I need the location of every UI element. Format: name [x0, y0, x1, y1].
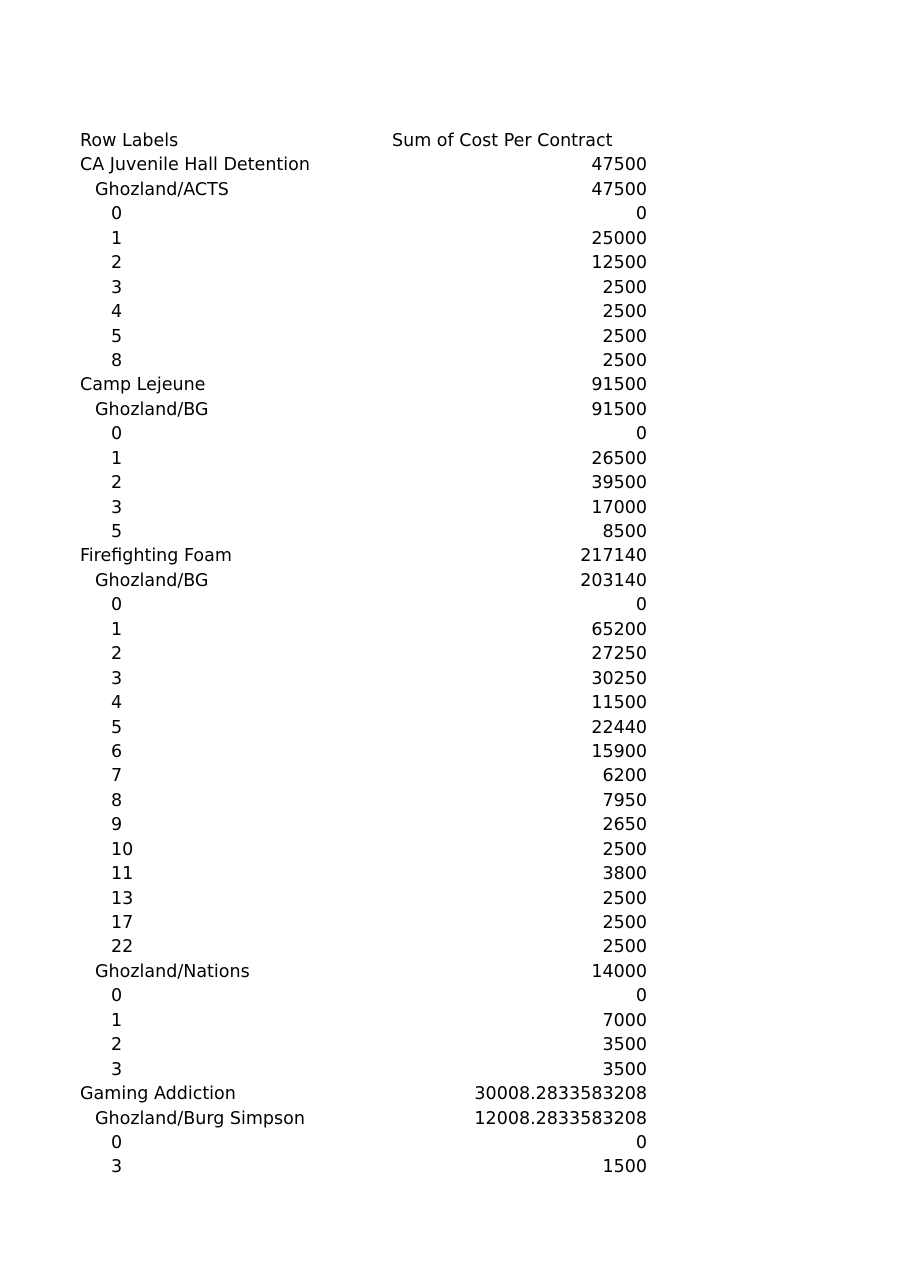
pivot-firm-row: [80, 398, 647, 422]
row-value: 47500: [591, 179, 647, 200]
row-value: 91500: [591, 375, 647, 396]
row-value: 25000: [591, 228, 647, 249]
row-value: 0: [635, 1132, 647, 1153]
row-value: 2500: [602, 302, 647, 323]
row-label: 1: [111, 619, 123, 640]
row-label: 17: [111, 913, 134, 933]
row-label: Ghozland/BG: [95, 399, 209, 420]
pivot-count-row: [80, 935, 647, 959]
row-value: 15900: [591, 741, 647, 762]
row-label: Gaming Addiction: [80, 1084, 236, 1105]
row-label: 5: [111, 717, 123, 738]
pivot-count-row: [80, 789, 647, 813]
row-value: 12008.2833583208: [474, 1108, 647, 1129]
row-label: 22: [111, 937, 134, 958]
row-label: 2: [111, 253, 123, 274]
row-value: 26500: [591, 448, 647, 469]
pivot-count-row: [80, 422, 647, 446]
row-label: 1: [111, 1010, 123, 1031]
row-value: 2500: [602, 350, 647, 371]
row-value: 30250: [591, 668, 647, 689]
pivot-count-row: [80, 691, 647, 715]
row-label: 1: [111, 448, 123, 469]
row-value: 0: [635, 424, 647, 445]
row-label: 8: [111, 790, 123, 811]
row-label: 3: [111, 497, 123, 518]
pivot-count-row: [80, 325, 647, 349]
row-label: Firefighting Foam: [80, 546, 232, 567]
pivot-count-row: [80, 813, 647, 837]
row-value: 12500: [591, 253, 647, 274]
pivot-count-row: [80, 642, 647, 666]
pivot-count-row: [80, 1033, 647, 1057]
row-label: 4: [111, 302, 123, 323]
row-value: 2500: [602, 839, 647, 860]
row-label: 3: [111, 277, 123, 298]
pivot-count-row: [80, 202, 647, 226]
row-value: 3800: [602, 864, 647, 885]
pivot-count-row: [80, 447, 647, 471]
row-label: 2: [111, 1035, 123, 1056]
row-label: 2: [111, 644, 123, 665]
row-label: 3: [111, 1157, 123, 1178]
row-label: 2: [111, 473, 123, 494]
pivot-body: [80, 153, 647, 1179]
pivot-count-row: [80, 593, 647, 617]
row-value: 6200: [602, 766, 647, 787]
pivot-count-row: [80, 716, 647, 740]
row-label: 10: [111, 839, 134, 860]
pivot-count-row: [80, 984, 647, 1008]
row-label: Ghozland/Burg Simpson: [95, 1108, 305, 1129]
row-value: 0: [635, 595, 647, 616]
pivot-header-row: [80, 129, 647, 153]
row-value: 0: [635, 204, 647, 225]
pivot-count-row: [80, 276, 647, 300]
row-label: 0: [111, 204, 123, 225]
pivot-count-row: [80, 349, 647, 373]
pivot-count-row: [80, 300, 647, 324]
pivot-count-row: [80, 838, 647, 862]
row-value: 2500: [602, 937, 647, 958]
row-label: Ghozland/ACTS: [95, 179, 229, 200]
row-value: 2500: [602, 277, 647, 298]
pivot-category-row: [80, 1082, 647, 1106]
row-label: 0: [111, 1132, 123, 1153]
pivot-category-row: [80, 373, 647, 397]
row-labels-header: Row Labels: [80, 131, 179, 151]
pivot-firm-row: [80, 569, 647, 593]
row-value: 27250: [591, 644, 647, 665]
row-label: 5: [111, 522, 123, 542]
row-value: 3500: [602, 1059, 647, 1080]
row-label: 7: [111, 766, 123, 787]
row-value: 22440: [591, 717, 647, 738]
row-label: 1: [111, 228, 123, 249]
sum-of-cost-header: Sum of Cost Per Contract: [392, 131, 613, 151]
row-label: 13: [111, 888, 134, 909]
pivot-count-row: [80, 887, 647, 911]
row-value: 47500: [591, 155, 647, 176]
row-label: 5: [111, 326, 123, 347]
row-value: 1500: [602, 1157, 647, 1178]
pivot-category-row: [80, 544, 647, 568]
row-value: 3500: [602, 1035, 647, 1056]
row-label: 3: [111, 668, 123, 689]
pivot-table: [80, 129, 647, 1180]
pivot-count-row: [80, 1155, 647, 1179]
pivot-firm-row: [80, 178, 647, 202]
pivot-count-row: [80, 251, 647, 275]
row-value: 203140: [580, 570, 647, 591]
row-value: 2500: [602, 888, 647, 909]
pivot-firm-row: [80, 960, 647, 984]
row-label: 6: [111, 741, 123, 762]
pivot-count-row: [80, 1058, 647, 1082]
row-label: 0: [111, 986, 123, 1007]
pivot-count-row: [80, 1131, 647, 1155]
pivot-firm-row: [80, 1107, 647, 1131]
row-value: 2500: [602, 913, 647, 933]
pivot-count-row: [80, 471, 647, 495]
row-value: 30008.2833583208: [474, 1084, 647, 1105]
row-label: 9: [111, 815, 123, 836]
row-value: 39500: [591, 473, 647, 494]
row-label: Ghozland/BG: [95, 570, 209, 591]
pivot-count-row: [80, 618, 647, 642]
row-label: Camp Lejeune: [80, 375, 206, 396]
row-label: CA Juvenile Hall Detention: [80, 155, 310, 176]
pivot-count-row: [80, 862, 647, 886]
row-value: 7000: [602, 1010, 647, 1031]
row-value: 2500: [602, 326, 647, 347]
row-value: 91500: [591, 399, 647, 420]
row-label: Ghozland/Nations: [95, 961, 250, 982]
pivot-count-row: [80, 227, 647, 251]
pivot-count-row: [80, 496, 647, 520]
pivot-count-row: [80, 667, 647, 691]
pivot-count-row: [80, 1009, 647, 1033]
row-label: 3: [111, 1059, 123, 1080]
pivot-count-row: [80, 911, 647, 935]
row-label: 8: [111, 350, 123, 371]
row-label: 4: [111, 693, 123, 714]
row-value: 7950: [602, 790, 647, 811]
row-label: 0: [111, 595, 123, 616]
row-value: 0: [635, 986, 647, 1007]
row-value: 217140: [580, 546, 647, 567]
row-value: 8500: [602, 522, 647, 542]
pivot-count-row: [80, 740, 647, 764]
pivot-count-row: [80, 520, 647, 544]
pivot-category-row: [80, 153, 647, 177]
row-value: 17000: [591, 497, 647, 518]
row-value: 11500: [591, 693, 647, 714]
row-label: 0: [111, 424, 123, 445]
row-label: 11: [111, 864, 134, 885]
row-value: 65200: [591, 619, 647, 640]
row-value: 2650: [602, 815, 647, 836]
row-value: 14000: [591, 961, 647, 982]
pivot-count-row: [80, 764, 647, 788]
